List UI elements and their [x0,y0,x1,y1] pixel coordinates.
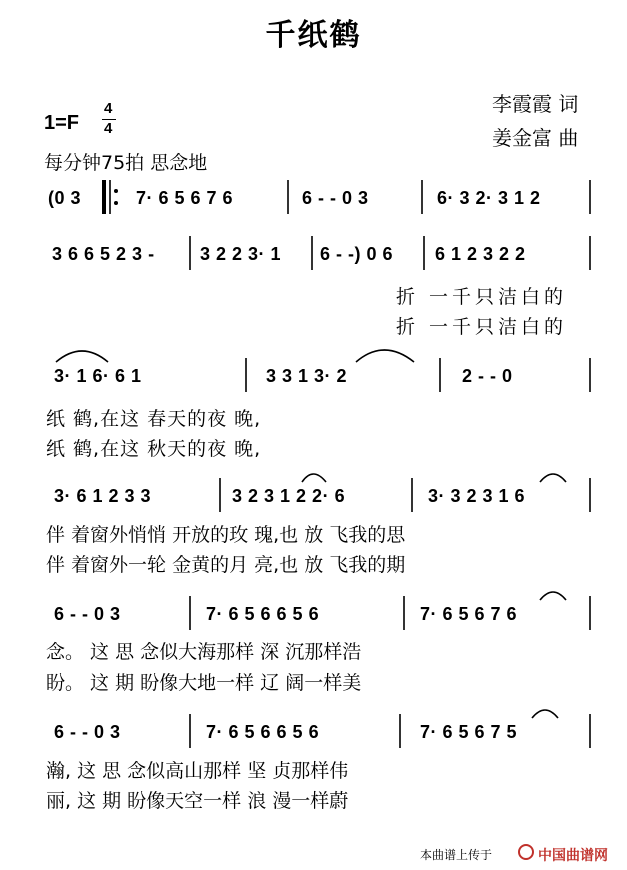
lyric-2-verse-1: 折 一千只洁白的 [396,286,568,308]
slur [540,474,566,482]
measure-4-1: 3· 6 1 2 3 3 [54,486,152,506]
lyric-3-verse-1: 纸 鹤,在这 春天的夜 晚, [46,408,262,430]
slur [302,474,326,482]
measure-3-3: 2 - - 0 [462,366,513,386]
lyric-3-verse-2: 纸 鹤,在这 秋天的夜 晚, [46,438,262,460]
measure-5-2: 7· 6 5 6 6 5 6 [206,604,320,624]
site-logo-icon [518,844,534,860]
slur [356,350,414,362]
site-name-link[interactable]: 中国曲谱网 [538,848,608,864]
measure-1-1: (0 3 [48,188,82,208]
measure-2-4: 6 1 2 3 2 2 [435,244,526,264]
slur [540,592,566,600]
measure-3-1: 3· 1 6· 6 1 [54,366,142,386]
tempo-marking: 每分钟75拍 思念地 [44,152,208,174]
lyric-6-verse-1: 瀚, 这 思 念似高山那样 坚 贞那样伟 [46,760,349,782]
measure-4-3: 3· 3 2 3 1 6 [428,486,526,506]
repeat-dot [114,201,118,205]
repeat-dot [114,189,118,193]
time-signature-top: 4 [104,100,113,117]
lyric-2-verse-2: 折 一千只洁白的 [396,316,568,338]
measure-1-4: 6· 3 2· 3 1 2 [437,188,541,208]
time-signature-bottom: 4 [104,120,113,137]
slur [532,710,558,718]
footer-upload-text: 本曲谱上传于 [420,848,493,862]
measure-3-2: 3 3 1 3· 2 [266,366,348,386]
lyric-6-verse-2: 丽, 这 期 盼像天空一样 浪 漫一样蔚 [46,790,349,812]
measure-6-2: 7· 6 5 6 6 5 6 [206,722,320,742]
measure-6-1: 6 - - 0 3 [54,722,121,742]
lyric-4-verse-2: 伴 着窗外一轮 金黄的月 亮,也 放 飞我的期 [46,554,406,576]
measure-5-3: 7· 6 5 6 7 6 [420,604,518,624]
song-title: 千纸鹤 [265,18,362,53]
slur [56,351,108,362]
lyric-5-verse-1: 念。 这 思 念似大海那样 深 沉那样浩 [46,641,362,663]
measure-6-3: 7· 6 5 6 7 5 [420,722,518,742]
measure-2-2: 3 2 2 3· 1 [200,244,282,264]
measure-4-2: 3 2 3 1 2 2· 6 [232,486,346,506]
lyricist-credit: 李霞霞 词 [492,92,579,116]
measure-2-1: 3 6 6 5 2 3 - [52,244,155,264]
composer-credit: 姜金富 曲 [492,126,579,150]
measure-2-3: 6 - -) 0 6 [320,244,394,264]
measure-1-2: 7· 6 5 6 7 6 [136,188,234,208]
measure-5-1: 6 - - 0 3 [54,604,121,624]
lyric-5-verse-2: 盼。 这 期 盼像大地一样 辽 阔一样美 [46,672,362,694]
lyric-4-verse-1: 伴 着窗外悄悄 开放的玫 瑰,也 放 飞我的思 [46,524,406,546]
key-signature: 1=F [44,112,80,134]
measure-1-3: 6 - - 0 3 [302,188,369,208]
